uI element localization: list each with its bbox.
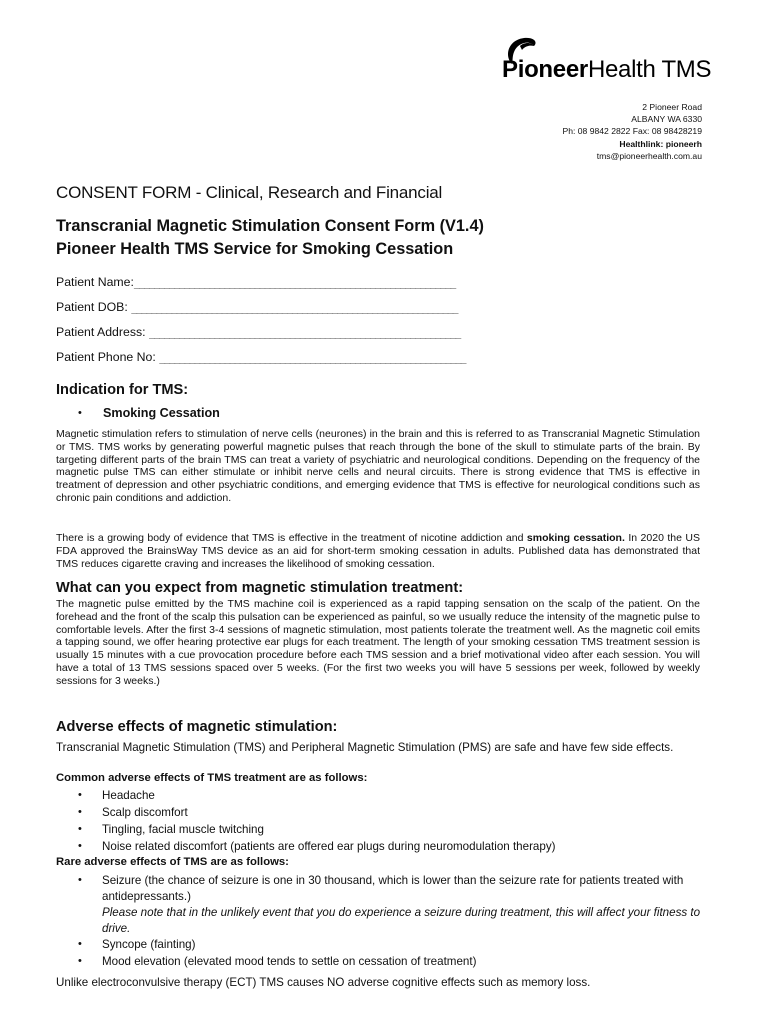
patient-name-field[interactable] — [56, 275, 455, 289]
common-effect-item: Headache — [102, 789, 155, 802]
patient-address-field[interactable] — [56, 325, 460, 339]
rare-effects-heading: Rare adverse effects of TMS are as follows: — [56, 856, 289, 868]
common-effects-heading: Common adverse effects of TMS treatment are as follows: — [56, 772, 368, 784]
expect-heading: What can you expect from magnetic stimulation treatment: — [56, 580, 464, 596]
logo-wordmark — [502, 56, 711, 84]
address-town: ALBANY WA 6330 — [631, 114, 702, 125]
bullet-dot: • — [78, 938, 82, 950]
common-effect-item: Scalp discomfort — [102, 806, 188, 819]
form-title-line-2: Pioneer Health TMS Service for Smoking Cessation — [56, 240, 454, 258]
logo-light-text: Health TMS — [587, 56, 712, 83]
smoking-evidence-bold: smoking cessation. — [526, 532, 625, 544]
address-street: 2 Pioneer Road — [642, 102, 702, 112]
indication-heading: Indication for TMS: — [56, 382, 189, 398]
indication-bullet: Smoking Cessation — [103, 406, 220, 420]
bullet-dot: • — [78, 874, 82, 886]
expect-paragraph: The magnetic pulse emitted by the TMS machine coil is experienced as a rapid tapping sensation on the scalp of the patient. On the forehead and the front of the scalp this pulsation can be experienced as painful, so we usually reduce the intensity of the magnetic pulse to comfortable levels. After the first 3-4 sessions of magnetic stimulation, most patients tolerate the treatment well. As the magnetic coil emits a tapping sound, we offer hearing protective ear plugs for each treatment. The length of your smoking cessation TMS treatment session is usually 15 minutes with a cue provocation procedure before each TMS session and a brief motivational video after each session. You will have a total of 13 TMS sessions spaced over 5 weeks. (For the first two weeks you will have 5 sessions per week, followed by weekly sessions for 3 weeks.) — [56, 598, 700, 687]
patient-phone-label: Patient Phone No: — [56, 350, 160, 364]
bullet-dot: • — [78, 823, 82, 835]
pioneer-health-logo — [494, 34, 724, 86]
smoking-evidence-rest: In 2020 the US FDA approved the BrainsWay TMS device as an aid for short-term smoking cessation in adults. Published data has demonstrated that TMS reduces cigarette craving and increases the likelihood of smoking cessation. — [56, 532, 700, 570]
patient-name-label: Patient Name: — [56, 275, 134, 289]
rare-effect-seizure: Seizure (the chance of seizure is one in 30 thousand, which is lower than the seizure rate for patients treated with antidepressants.) — [102, 874, 684, 903]
bullet-dot: • — [78, 955, 82, 967]
form-title — [56, 215, 484, 261]
patient-name-line[interactable]: ________________________________________________________________ — [133, 278, 456, 289]
patient-phone-line[interactable]: _____________________________________________________________ — [159, 353, 466, 364]
consent-form-title: CONSENT FORM - Clinical, Research and Financial — [56, 183, 443, 202]
tms-description-paragraph: Magnetic stimulation refers to stimulation of nerve cells (neurones) in the brain and this is referred to as Transcranial Magnetic Stimulation or TMS. TMS works by generating powerful magnetic pulses that reach through the bone of the skull to stimulate parts of the brain. By targeting different parts of the brain TMS can treat a variety of psychiatric and neurological conditions. Depending on the frequency of the magnetic pulse TMS can either stimulate or inhibit nerve cells and neural circuits. There is strong evidence that TMS is effective in treatment of depression and other psychiatric conditions, and emerging evidence that TMS is effective for neurological conditions such as chronic pain conditions and addiction. — [56, 428, 700, 504]
rare-effect-item: Mood elevation (elevated mood tends to settle on cessation of treatment) — [102, 955, 477, 968]
closing-statement: Unlike electroconvulsive therapy (ECT) TMS causes NO adverse cognitive effects such as memory loss. — [56, 976, 591, 989]
patient-address-line[interactable]: ______________________________________________________________ — [148, 328, 461, 339]
rare-effect-item: Syncope (fainting) — [102, 938, 196, 951]
form-title-line-1: Transcranial Magnetic Stimulation Consent Form (V1.4) — [56, 217, 484, 235]
adverse-intro: Transcranial Magnetic Stimulation (TMS) and Peripheral Magnetic Stimulation (PMS) are safe and have few side effects. — [56, 741, 674, 754]
patient-address-label: Patient Address: — [56, 325, 149, 339]
seizure-driving-note: Please note that in the unlikely event that you do experience a seizure during treatment, this will affect your fitness to drive. — [102, 906, 701, 935]
common-effect-item: Tingling, facial muscle twitching — [102, 823, 264, 836]
address-block — [562, 101, 702, 162]
common-effect-item: Noise related discomfort (patients are offered ear plugs during neuromodulation therapy) — [102, 840, 556, 853]
rare-effect-item — [102, 873, 702, 937]
patient-dob-label: Patient DOB: — [56, 300, 132, 314]
patient-dob-line[interactable]: _________________________________________________________________ — [131, 303, 458, 314]
bullet-dot: • — [78, 789, 82, 801]
bullet-dot: • — [78, 806, 82, 818]
adverse-heading: Adverse effects of magnetic stimulation: — [56, 719, 338, 735]
bullet-dot: • — [78, 407, 82, 419]
logo-bold-text: Pioneer — [502, 56, 588, 83]
smoking-evidence-start: There is a growing body of evidence that TMS is effective in the treatment of nicotine addiction and — [56, 532, 527, 544]
patient-dob-field[interactable] — [56, 300, 458, 314]
smoking-evidence-paragraph — [56, 532, 700, 570]
patient-phone-field[interactable] — [56, 350, 466, 364]
address-phone-fax: Ph: 08 9842 2822 Fax: 08 98428219 — [562, 126, 702, 137]
address-email: tms@pioneerhealth.com.au — [596, 150, 702, 161]
address-healthlink: Healthlink: pioneerh — [619, 138, 702, 149]
bullet-dot: • — [78, 840, 82, 852]
